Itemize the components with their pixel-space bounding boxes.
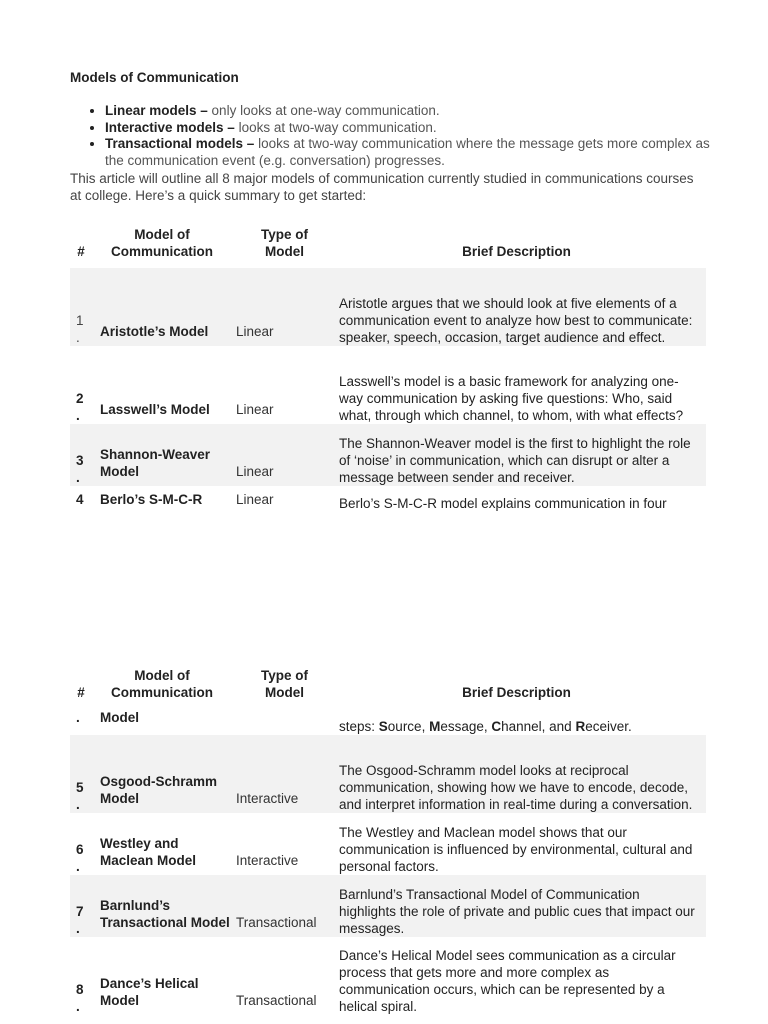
intro-paragraph: This article will outline all 8 major models of communication currently studied in communications courses at college. Here’s a quick summary to get started: xyxy=(70,171,694,203)
model-description: Lasswell’s model is a basic framework for analyzing one-way communication by asking five questions: Who, said what, through which channel, to whom, with what effects? xyxy=(339,374,684,423)
table-header-row xyxy=(70,226,706,268)
desc-initial: R xyxy=(575,719,586,734)
number-digit: 5 xyxy=(76,780,84,795)
desc-text: eceiver. xyxy=(585,719,632,734)
table-row xyxy=(70,709,706,735)
row-number xyxy=(70,813,92,875)
header-number: # xyxy=(77,244,85,259)
desc-text: hannel, and xyxy=(501,719,576,734)
number-digit: 6 xyxy=(76,842,84,857)
row-number xyxy=(70,937,92,1015)
model-type: Transactional xyxy=(232,875,327,937)
table-row xyxy=(70,875,706,937)
model-description: The Westley and Maclean model shows that our communication is influenced by environmental, cultural and personal factors. xyxy=(339,825,693,874)
model-type: Linear xyxy=(236,492,274,507)
number-digit: 8 xyxy=(76,982,84,997)
header-description: Brief Description xyxy=(462,685,571,700)
header-model: Model of Communication xyxy=(110,227,213,259)
row-number xyxy=(70,875,92,937)
model-name: Berlo’s S-M-C-R xyxy=(100,492,203,507)
number-dot: . xyxy=(76,859,80,874)
list-item xyxy=(105,136,715,169)
bullet-term: Linear models – xyxy=(105,103,208,118)
list-item xyxy=(105,103,715,120)
model-type: Transactional xyxy=(236,993,317,1008)
model-types-list xyxy=(70,103,715,169)
models-table-part-2 xyxy=(70,667,706,1015)
table-row xyxy=(70,346,706,424)
row-number: 4 xyxy=(76,492,84,507)
number-dot: . xyxy=(76,408,80,423)
header-model: Model of Communication xyxy=(110,668,213,700)
list-item xyxy=(105,120,715,137)
header-type: Type of Model xyxy=(261,227,308,259)
table-row xyxy=(70,424,706,486)
bullet-text: looks at two-way communication. xyxy=(234,119,437,135)
table-row xyxy=(70,735,706,813)
row-number xyxy=(70,424,92,486)
model-name: Model xyxy=(100,710,139,725)
row-number xyxy=(70,346,92,424)
header-type: Type of Model xyxy=(261,668,308,700)
model-description: Barnlund’s Transactional Model of Communication highlights the role of private and public cues that impact our messages. xyxy=(327,875,706,937)
model-type: Linear xyxy=(236,402,274,417)
model-description: The Osgood-Schramm model looks at reciprocal communication, showing how we have to encode, decode, and interpret information in real-time during a conversation. xyxy=(327,735,706,813)
row-number xyxy=(70,268,92,346)
table-row xyxy=(70,813,706,875)
number-digit: 2 xyxy=(76,391,84,406)
model-description xyxy=(327,709,706,735)
model-name: Westley and Maclean Model xyxy=(100,836,197,868)
model-type xyxy=(232,709,327,735)
desc-text: steps: xyxy=(339,719,379,734)
model-name: Barnlund’s Transactional Model xyxy=(92,875,232,937)
bullet-term: Interactive models – xyxy=(105,119,235,135)
model-name: Dance’s Helical Model xyxy=(100,976,199,1008)
model-type: Linear xyxy=(232,268,327,346)
number-digit: 3 xyxy=(76,453,84,468)
number-dot: . xyxy=(76,999,80,1014)
desc-text: essage, xyxy=(440,719,492,734)
model-type: Interactive xyxy=(236,853,299,868)
number-dot: . xyxy=(76,797,80,812)
number-dot: . xyxy=(76,470,80,485)
header-description: Brief Description xyxy=(462,244,571,259)
model-name: Shannon-Weaver Model xyxy=(92,424,232,486)
model-description: Dance’s Helical Model sees communication as a circular process that gets more and more complex as communication occurs, which can be represented by a helical spiral. xyxy=(339,948,676,1014)
bullet-term: Transactional models – xyxy=(105,136,255,151)
models-table-part-1 xyxy=(70,226,706,512)
bullet-text: only looks at one-way communication. xyxy=(207,103,440,118)
model-name: Osgood-Schramm Model xyxy=(92,735,232,813)
row-number: . xyxy=(76,710,80,725)
model-description: Aristotle argues that we should look at five elements of a communication event to analyze how best to communicate: speaker, speech, occasion, target audience and effect. xyxy=(327,268,706,346)
bullet-text: looks at two-way communication where the message gets more complex as the communication event (e.g. conversation) progresses. xyxy=(105,136,710,168)
model-type: Interactive xyxy=(232,735,327,813)
number-digit: 7 xyxy=(76,904,84,919)
table-row xyxy=(70,486,706,512)
desc-initial: C xyxy=(491,719,502,734)
number-dot: . xyxy=(76,921,80,936)
table-row xyxy=(70,268,706,346)
table-row xyxy=(70,937,706,1015)
desc-initial: S xyxy=(378,719,388,734)
desc-text: ource, xyxy=(387,719,430,734)
page-title: Models of Communication xyxy=(70,70,239,85)
number-dot: . xyxy=(76,330,80,345)
header-number: # xyxy=(77,685,85,700)
model-name: Lasswell’s Model xyxy=(100,402,210,417)
model-description: The Shannon-Weaver model is the first to highlight the role of ‘noise’ in communication, which can disrupt or alter a message between sender and receiver. xyxy=(327,424,706,486)
desc-initial: M xyxy=(429,719,441,734)
model-description: Berlo’s S-M-C-R model explains communication in four xyxy=(339,496,667,511)
model-name: Aristotle’s Model xyxy=(92,268,232,346)
number-digit: 1 xyxy=(76,313,84,328)
row-number xyxy=(70,735,92,813)
model-type: Linear xyxy=(232,424,327,486)
table-header-row xyxy=(70,667,706,709)
